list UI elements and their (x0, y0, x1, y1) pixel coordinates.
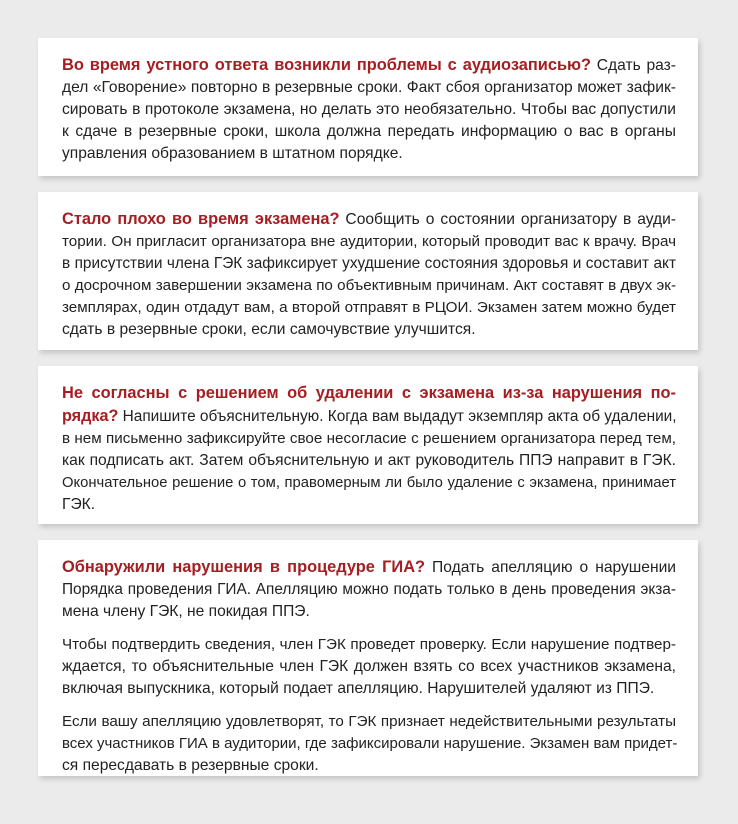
card-text: Подать апелляцию о нарушении (425, 559, 677, 576)
text-line: ся пересдавать в резервные сроки. (62, 757, 319, 774)
card-question: рядка? (62, 407, 119, 425)
info-card-gia-violation (38, 540, 698, 776)
card-question: Обнаружили нарушения в процедуре ГИА? (62, 558, 426, 576)
text-line: Чтобы подтвердить сведения, член ГЭК проведет проверку. Если нарушение подтвер- (62, 636, 676, 653)
text-line (62, 556, 676, 579)
text-line: в нем письменно зафиксируйте свое несогласие с решением организатора перед тем, (62, 430, 676, 447)
text-line (62, 54, 676, 77)
info-card-removal-disagreement (38, 366, 698, 524)
text-line: дел «Говорение» повторно в резервные сроки. Факт сбоя организатор может зафик- (62, 79, 676, 96)
card-text: Напишите объяснительную. Когда вам выдадут экземпляр акта об удалении, (118, 408, 677, 425)
text-line: сдать в резервные сроки, если самочувствие улучшится. (62, 321, 476, 338)
text-line: Если вашу апелляцию удовлетворят, то ГЭК признает недействительными результаты (62, 713, 676, 730)
text-line: в присутствии члена ГЭК зафиксирует ухудшение состояния здоровья и составит акт (62, 255, 676, 272)
text-line: мена члену ГЭК, не покидая ППЭ. (62, 603, 310, 620)
text-line: управления образованием в штатном порядке. (62, 145, 403, 162)
text-line: включая выпускника, который подает апелляцию. Нарушителей удаляют из ППЭ. (62, 680, 655, 697)
text-line (62, 382, 676, 405)
text-line: тории. Он пригласит организатора вне аудитории, который проводит вас к врачу. Врач (62, 233, 676, 250)
card-text: Сообщить о состоянии организатору в ауди- (339, 211, 676, 228)
text-line: Порядка проведения ГИА. Апелляцию можно подать только в день проведения экза- (62, 581, 676, 598)
text-line: к сдаче в резервные сроки, школа должна передать информацию о вас в органы (62, 123, 676, 140)
text-line (62, 405, 676, 428)
info-card-audio-problem (38, 38, 698, 176)
text-line: Окончательное решение о том, правомерным ли было удаление с экзамена, принимает (62, 475, 676, 491)
card-question: Стало плохо во время экзамена? (62, 210, 340, 228)
text-line (62, 208, 676, 231)
text-line: ждается, то объяснительные член ГЭК должен взять со всех участников экзамена, (62, 658, 676, 675)
text-line: как подписать акт. Затем объяснительную и акт руководитель ППЭ направит в ГЭК. (62, 452, 676, 469)
paragraph-gap (62, 623, 676, 634)
info-card-felt-ill (38, 192, 698, 350)
card-question: Во время устного ответа возникли проблемы с аудиозаписью? (62, 56, 592, 74)
text-line: земплярах, один отдадут вам, а второй отправят в РЦОИ. Экзамен затем можно будет (62, 299, 676, 316)
card-text: Сдать раз- (591, 57, 676, 74)
text-line: ГЭК. (62, 496, 96, 513)
paragraph-gap (62, 700, 676, 711)
card-question: Не согласны с решением об удалении с экзамена из-за нарушения по- (62, 384, 676, 402)
text-line: всех участников ГИА в аудитории, где зафиксировали нарушение. Экзамен вам придет- (62, 735, 678, 752)
text-line: о досрочном завершении экзамена по объективным причинам. Акт составят в двух эк- (62, 277, 676, 294)
text-line: сировать в протоколе экзамена, но делать это необязательно. Чтобы вас допустили (62, 101, 676, 118)
